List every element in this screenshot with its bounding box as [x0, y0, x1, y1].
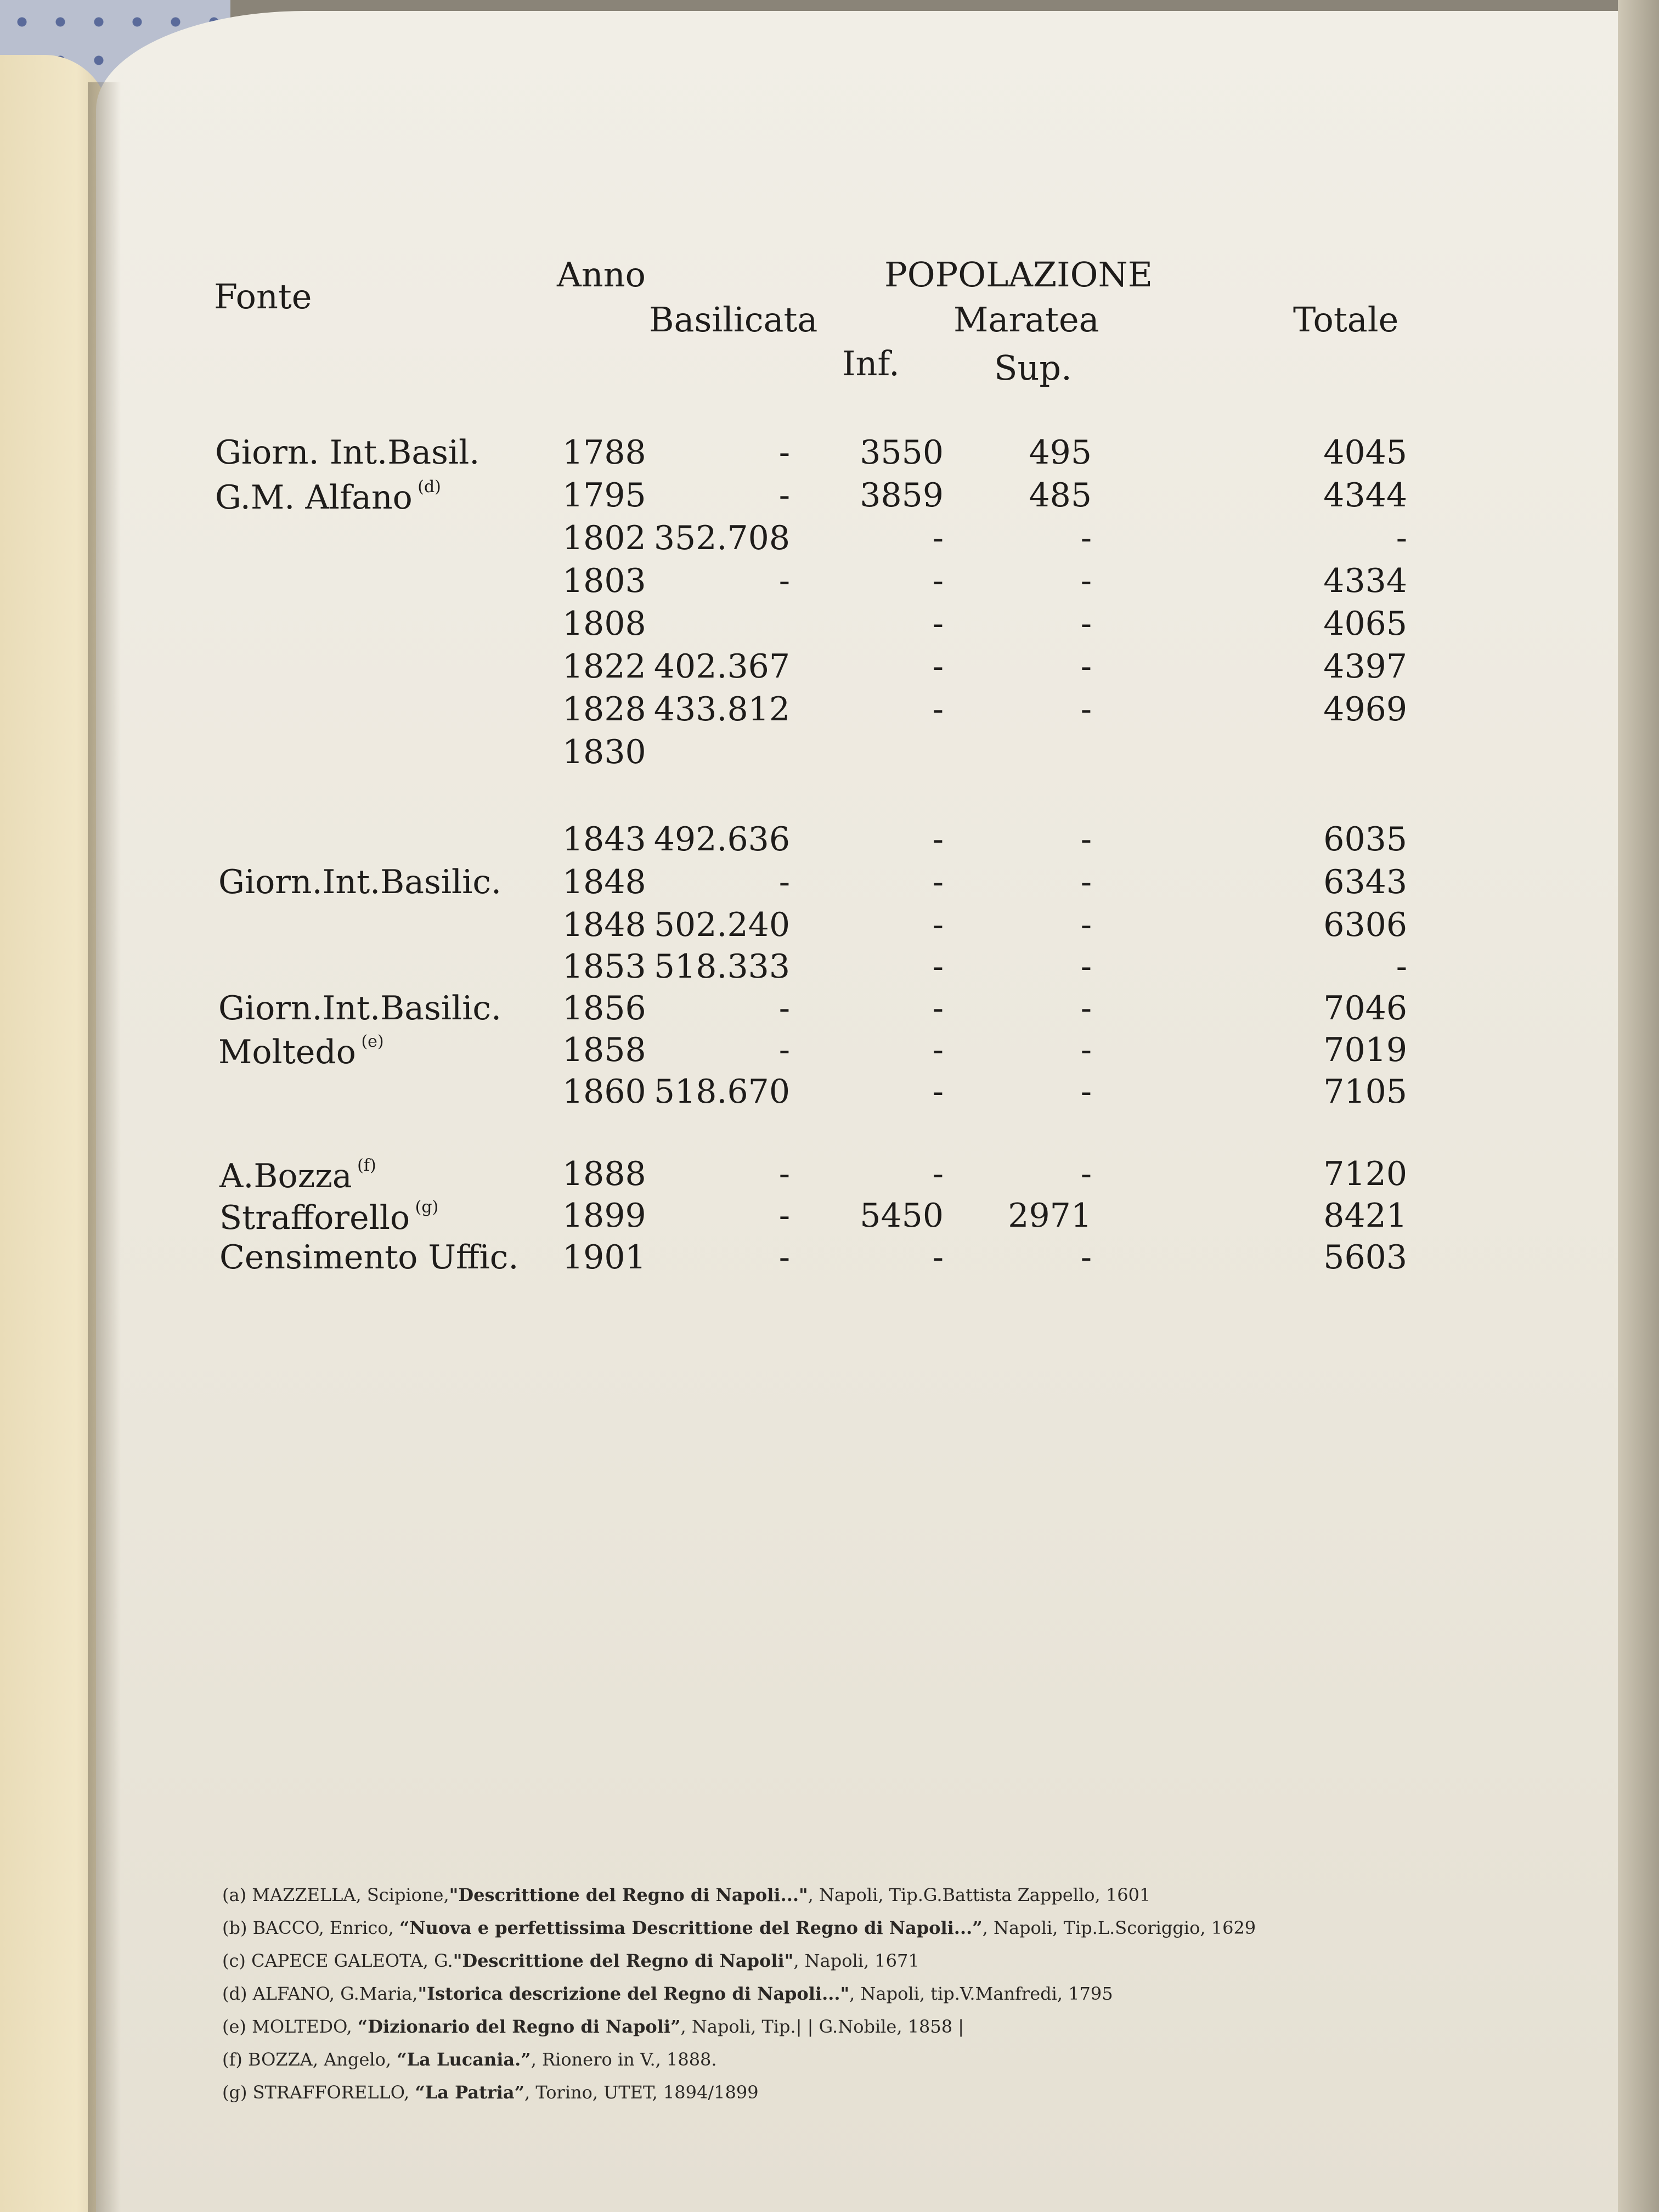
cell-inf: 3550	[860, 433, 944, 472]
footnote-ref: (g)	[410, 1198, 439, 1217]
cell-anno: 1899	[562, 1197, 646, 1235]
footnote-ref: (e)	[356, 1032, 384, 1051]
cell-inf: -	[932, 863, 944, 901]
cell-inf: -	[932, 989, 944, 1028]
cell-anno: 1843	[562, 820, 646, 859]
cell-sup: -	[1080, 690, 1092, 729]
footnote-author: BACCO, Enrico,	[252, 1917, 399, 1938]
footnote-item	[222, 1917, 1539, 1950]
cell-totale: 7046	[1323, 989, 1407, 1028]
cell-anno: 1822	[562, 647, 646, 686]
cell-anno: 1888	[562, 1155, 646, 1193]
cell-anno: 1858	[562, 1031, 646, 1069]
header-anno: Anno	[557, 255, 646, 295]
cell-fonte: G.M. Alfano $^{(d)}$	[215, 477, 441, 517]
cell-anno: 1795	[562, 476, 646, 515]
footnote-title: "Descrittione del Regno di Napoli"	[453, 1950, 794, 1971]
header-maratea: Maratea	[953, 300, 1099, 340]
cell-sup: -	[1080, 519, 1092, 557]
footnote-rest: , Napoli, tip.V.Manfredi, 1795	[849, 1983, 1113, 2004]
cell-inf: 3859	[860, 476, 944, 515]
cell-anno: 1828	[562, 690, 646, 729]
cell-basilicata: 402.367	[653, 647, 790, 686]
cell-totale: 4969	[1323, 690, 1407, 729]
cell-basilicata: -	[778, 1197, 790, 1235]
header-popolazione: POPOLAZIONE	[884, 255, 1153, 295]
cell-totale: 4334	[1323, 562, 1407, 600]
cell-sup: -	[1080, 1031, 1092, 1069]
footnote-mark: (f)	[222, 2049, 248, 2070]
cell-sup: 2971	[1008, 1197, 1092, 1235]
footnote-author: MOLTEDO,	[252, 2016, 358, 2037]
footnote-item	[222, 2016, 1539, 2049]
cell-sup: -	[1080, 605, 1092, 643]
footnote-rest: , Napoli, Tip.L.Scoriggio, 1629	[982, 1917, 1256, 1938]
cell-basilicata: -	[778, 476, 790, 515]
footnote-title: “Dizionario del Regno di Napoli”	[357, 2016, 681, 2037]
cell-inf: -	[932, 1238, 944, 1277]
cell-totale: 7105	[1323, 1073, 1407, 1111]
cell-anno: 1848	[562, 906, 646, 944]
cell-sup: -	[1080, 947, 1092, 986]
cell-sup: 495	[1029, 433, 1092, 472]
cell-totale: 4065	[1323, 605, 1407, 643]
cell-basilicata: 518.333	[653, 947, 790, 986]
cell-anno: 1901	[562, 1238, 646, 1277]
cell-inf: -	[932, 820, 944, 859]
cell-basilicata: 352.708	[653, 519, 790, 557]
footnote-mark: (e)	[222, 2016, 252, 2037]
cell-basilicata: 518.670	[653, 1073, 790, 1111]
cell-anno: 1803	[562, 562, 646, 600]
footnote-mark: (c)	[222, 1950, 252, 1971]
cell-totale: 6306	[1323, 906, 1407, 944]
cell-basilicata: -	[778, 1155, 790, 1193]
header-totale: Totale	[1293, 300, 1399, 340]
cell-totale: 8421	[1323, 1197, 1407, 1235]
cell-basilicata: -	[778, 562, 790, 600]
cell-sup: -	[1080, 820, 1092, 859]
footnote-author: ALFANO, G.Maria,	[252, 1983, 418, 2004]
footnote-item	[222, 1884, 1539, 1917]
footnote-author: CAPECE GALEOTA, G.	[251, 1950, 453, 1971]
cell-sup: -	[1080, 647, 1092, 686]
header-basilicata: Basilicata	[649, 300, 818, 340]
cell-basilicata: -	[778, 433, 790, 472]
footnote-mark: (d)	[222, 1983, 253, 2004]
page-gutter-shadow	[88, 82, 121, 2212]
footnote-title: "Descrittione del Regno di Napoli..."	[449, 1884, 808, 1905]
header-sup: Sup.	[994, 348, 1072, 388]
cell-sup: -	[1080, 989, 1092, 1028]
header-inf: Inf.	[842, 343, 900, 383]
cell-inf: -	[932, 1155, 944, 1193]
header-fonte: Fonte	[214, 276, 312, 317]
cell-inf: -	[932, 690, 944, 729]
cell-basilicata: 502.240	[653, 906, 790, 944]
cell-totale: 4397	[1323, 647, 1407, 686]
cell-totale: 7019	[1323, 1031, 1407, 1069]
cell-totale: 7120	[1323, 1155, 1407, 1193]
cell-sup: -	[1080, 562, 1092, 600]
footnote-mark: (g)	[222, 2082, 253, 2103]
cell-basilicata: 433.812	[653, 690, 790, 729]
footnote-title: “La Lucania.”	[397, 2049, 531, 2070]
footnote-author: STRAFFORELLO,	[252, 2082, 415, 2103]
footnote-title: "Istorica descrizione del Regno di Napoli..."	[417, 1983, 850, 2004]
cell-fonte: Moltedo $^{(e)}$	[218, 1032, 384, 1071]
cell-anno: 1830	[562, 733, 646, 771]
page-stack-edge	[1618, 0, 1659, 2212]
cell-totale: 4344	[1323, 476, 1407, 515]
cell-inf: -	[932, 947, 944, 986]
cell-inf: -	[932, 562, 944, 600]
cell-anno: 1856	[562, 989, 646, 1028]
cell-inf: -	[932, 647, 944, 686]
cell-totale: -	[1396, 947, 1407, 986]
cell-fonte: Censimento Uffic.	[219, 1238, 519, 1277]
cell-fonte: Giorn. Int.Basil.	[215, 433, 480, 472]
footnote-title: “Nuova e perfettissima Descrittione del Regno di Napoli...”	[399, 1917, 983, 1938]
cell-sup: -	[1080, 1155, 1092, 1193]
cell-totale: 4045	[1323, 433, 1407, 472]
cell-totale: 6035	[1323, 820, 1407, 859]
cell-fonte: Strafforello $^{(g)}$	[219, 1198, 439, 1237]
cell-basilicata: -	[778, 1238, 790, 1277]
footnote-rest: , Napoli, Tip.| | G.Nobile, 1858 |	[680, 2016, 964, 2037]
cell-totale: 5603	[1323, 1238, 1407, 1277]
footnote-mark: (b)	[222, 1917, 253, 1938]
cell-sup: -	[1080, 1238, 1092, 1277]
footnote-mark: (a)	[222, 1884, 252, 1905]
footnote-title: “La Patria”	[415, 2082, 525, 2103]
cell-inf: -	[932, 519, 944, 557]
cell-totale: -	[1396, 519, 1407, 557]
cell-sup: -	[1080, 906, 1092, 944]
cell-anno: 1802	[562, 519, 646, 557]
book-page	[96, 11, 1659, 2212]
cell-sup: -	[1080, 863, 1092, 901]
footnotes	[222, 1884, 1539, 2115]
cell-basilicata: 492.636	[653, 820, 790, 859]
cell-anno: 1808	[562, 605, 646, 643]
footnote-item	[222, 2082, 1539, 2115]
footnote-rest: , Torino, UTET, 1894/1899	[524, 2082, 759, 2103]
footnote-rest: , Napoli, Tip.G.Battista Zappello, 1601	[808, 1884, 1151, 1905]
cell-sup: 485	[1029, 476, 1092, 515]
cell-sup: -	[1080, 1073, 1092, 1111]
cell-fonte: Giorn.Int.Basilic.	[218, 989, 502, 1028]
footnote-author: MAZZELLA, Scipione,	[252, 1884, 449, 1905]
cell-basilicata: -	[778, 863, 790, 901]
cell-anno: 1853	[562, 947, 646, 986]
cell-inf: -	[932, 605, 944, 643]
footnote-rest: , Napoli, 1671	[793, 1950, 919, 1971]
cell-fonte: A.Bozza $^{(f)}$	[219, 1156, 376, 1195]
cell-totale: 6343	[1323, 863, 1407, 901]
footnote-rest: , Rionero in V., 1888.	[531, 2049, 717, 2070]
cell-basilicata: -	[778, 1031, 790, 1069]
cell-inf: -	[932, 1073, 944, 1111]
footnote-ref: (f)	[352, 1156, 376, 1175]
cell-anno: 1788	[562, 433, 646, 472]
cell-inf: 5450	[860, 1197, 944, 1235]
footnote-ref: (d)	[412, 477, 441, 496]
footnote-item	[222, 1950, 1539, 1983]
cell-basilicata: -	[778, 989, 790, 1028]
footnote-item	[222, 1983, 1539, 2016]
footnote-item	[222, 2049, 1539, 2082]
cell-inf: -	[932, 906, 944, 944]
cell-anno: 1860	[562, 1073, 646, 1111]
cell-anno: 1848	[562, 863, 646, 901]
cell-fonte: Giorn.Int.Basilic.	[218, 863, 502, 901]
cell-inf: -	[932, 1031, 944, 1069]
footnote-author: BOZZA, Angelo,	[247, 2049, 397, 2070]
